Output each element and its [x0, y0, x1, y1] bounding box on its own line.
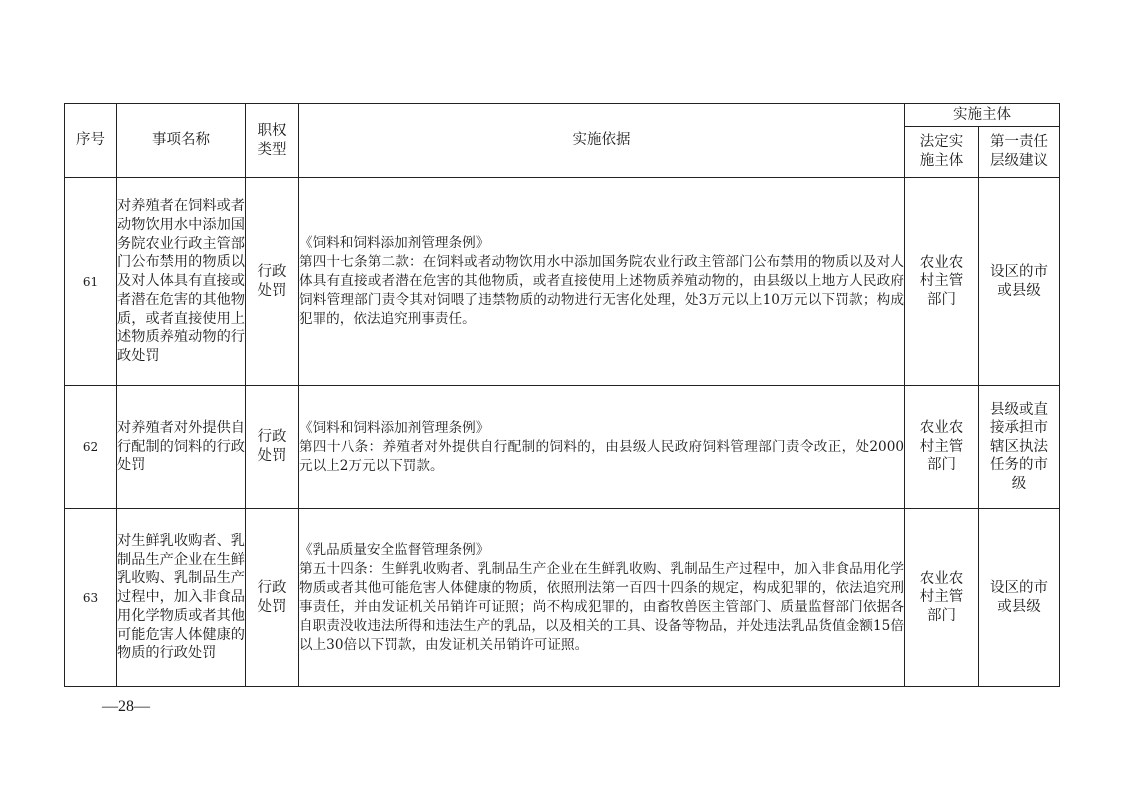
header-subject: 实施主体	[905, 104, 1060, 127]
row-seq: 63	[65, 509, 117, 687]
header-seq: 序号	[65, 104, 117, 178]
basis-title: 《饲料和饲料添加剂管理条例》	[299, 235, 490, 251]
row-basis	[299, 386, 905, 509]
row-power-type: 行政 处罚	[246, 178, 299, 386]
row-item-name: 对养殖者在饲料或者动物饮用水中添加国务院农业行政主管部门公布禁用的物质以及对人体具有直接或者潜在危害的其他物质，或者直接使用上述物质养殖动物的行政处罚	[117, 178, 246, 386]
row-legal-subject: 农业农 村主管 部门	[905, 178, 979, 386]
row-power-type: 行政 处罚	[246, 386, 299, 509]
row-legal-subject: 农业农 村主管 部门	[905, 509, 979, 687]
row-first-level: 设区的市 或县级	[979, 178, 1060, 386]
page-number: —28—	[102, 698, 150, 715]
basis-title: 《饲料和饲料添加剂管理条例》	[299, 419, 490, 436]
basis-text: 第四十七条第二款：在饲料或者动物饮用水中添加国务院农业行政主管部门公布禁用的物质以及对人体具有直接或者潜在危害的其他物质，或者直接使用上述物质养殖动物的，由县级以上地方人民政府饲料管理部门责令其对饲喂了违禁物质的动物进行无害化处理，处3万元以上10万元以下罚款；构成犯罪的，依法追究刑事责任。	[299, 254, 904, 327]
basis-title: 《乳品质量安全监督管理条例》	[299, 541, 490, 558]
table-row	[65, 178, 1060, 386]
header-first-level: 第一责任 层级建议	[979, 127, 1060, 178]
basis-text: 第五十四条：生鲜乳收购者、乳制品生产企业在生鲜乳收购、乳制品生产过程中，加入非食品用化学物质或者其他可能危害人体健康的物质，依照刑法第一百四十四条的规定，构成犯罪的，依法追究刑事责任，并由发证机关吊销许可证照；尚不构成犯罪的，由畜牧兽医主管部门、质量监督部门依据各自职责没收违法所得和违法生产的乳品，以及相关的工具、设备等物品，并处违法乳品货值金额15倍以上30倍以下罚款，由发证机关吊销许可证照。	[299, 560, 904, 653]
row-item-name: 对养殖者对外提供自行配制的饲料的行政处罚	[117, 386, 246, 509]
row-legal-subject: 农业农 村主管 部门	[905, 386, 979, 509]
header-power-type: 职权 类型	[246, 104, 299, 178]
row-first-level: 设区的市 或县级	[979, 509, 1060, 687]
row-power-type: 行政 处罚	[246, 509, 299, 687]
row-basis	[299, 509, 905, 687]
header-basis: 实施依据	[299, 104, 905, 178]
row-seq: 62	[65, 386, 117, 509]
enforcement-table	[64, 103, 1060, 687]
header-item-name: 事项名称	[117, 104, 246, 178]
table-row	[65, 386, 1060, 509]
table-row	[65, 509, 1060, 687]
row-item-name: 对生鲜乳收购者、乳制品生产企业在生鲜乳收购、乳制品生产过程中，加入非食品用化学物质或者其他可能危害人体健康的物质的行政处罚	[117, 509, 246, 687]
header-legal-subject: 法定实 施主体	[905, 127, 979, 178]
row-seq: 61	[65, 178, 117, 386]
row-basis	[299, 178, 905, 386]
basis-text: 第四十八条：养殖者对外提供自行配制的饲料的，由县级人民政府饲料管理部门责令改正，处2000元以上2万元以下罚款。	[299, 438, 904, 474]
row-first-level: 县级或直 接承担市 辖区执法 任务的市 级	[979, 386, 1060, 509]
